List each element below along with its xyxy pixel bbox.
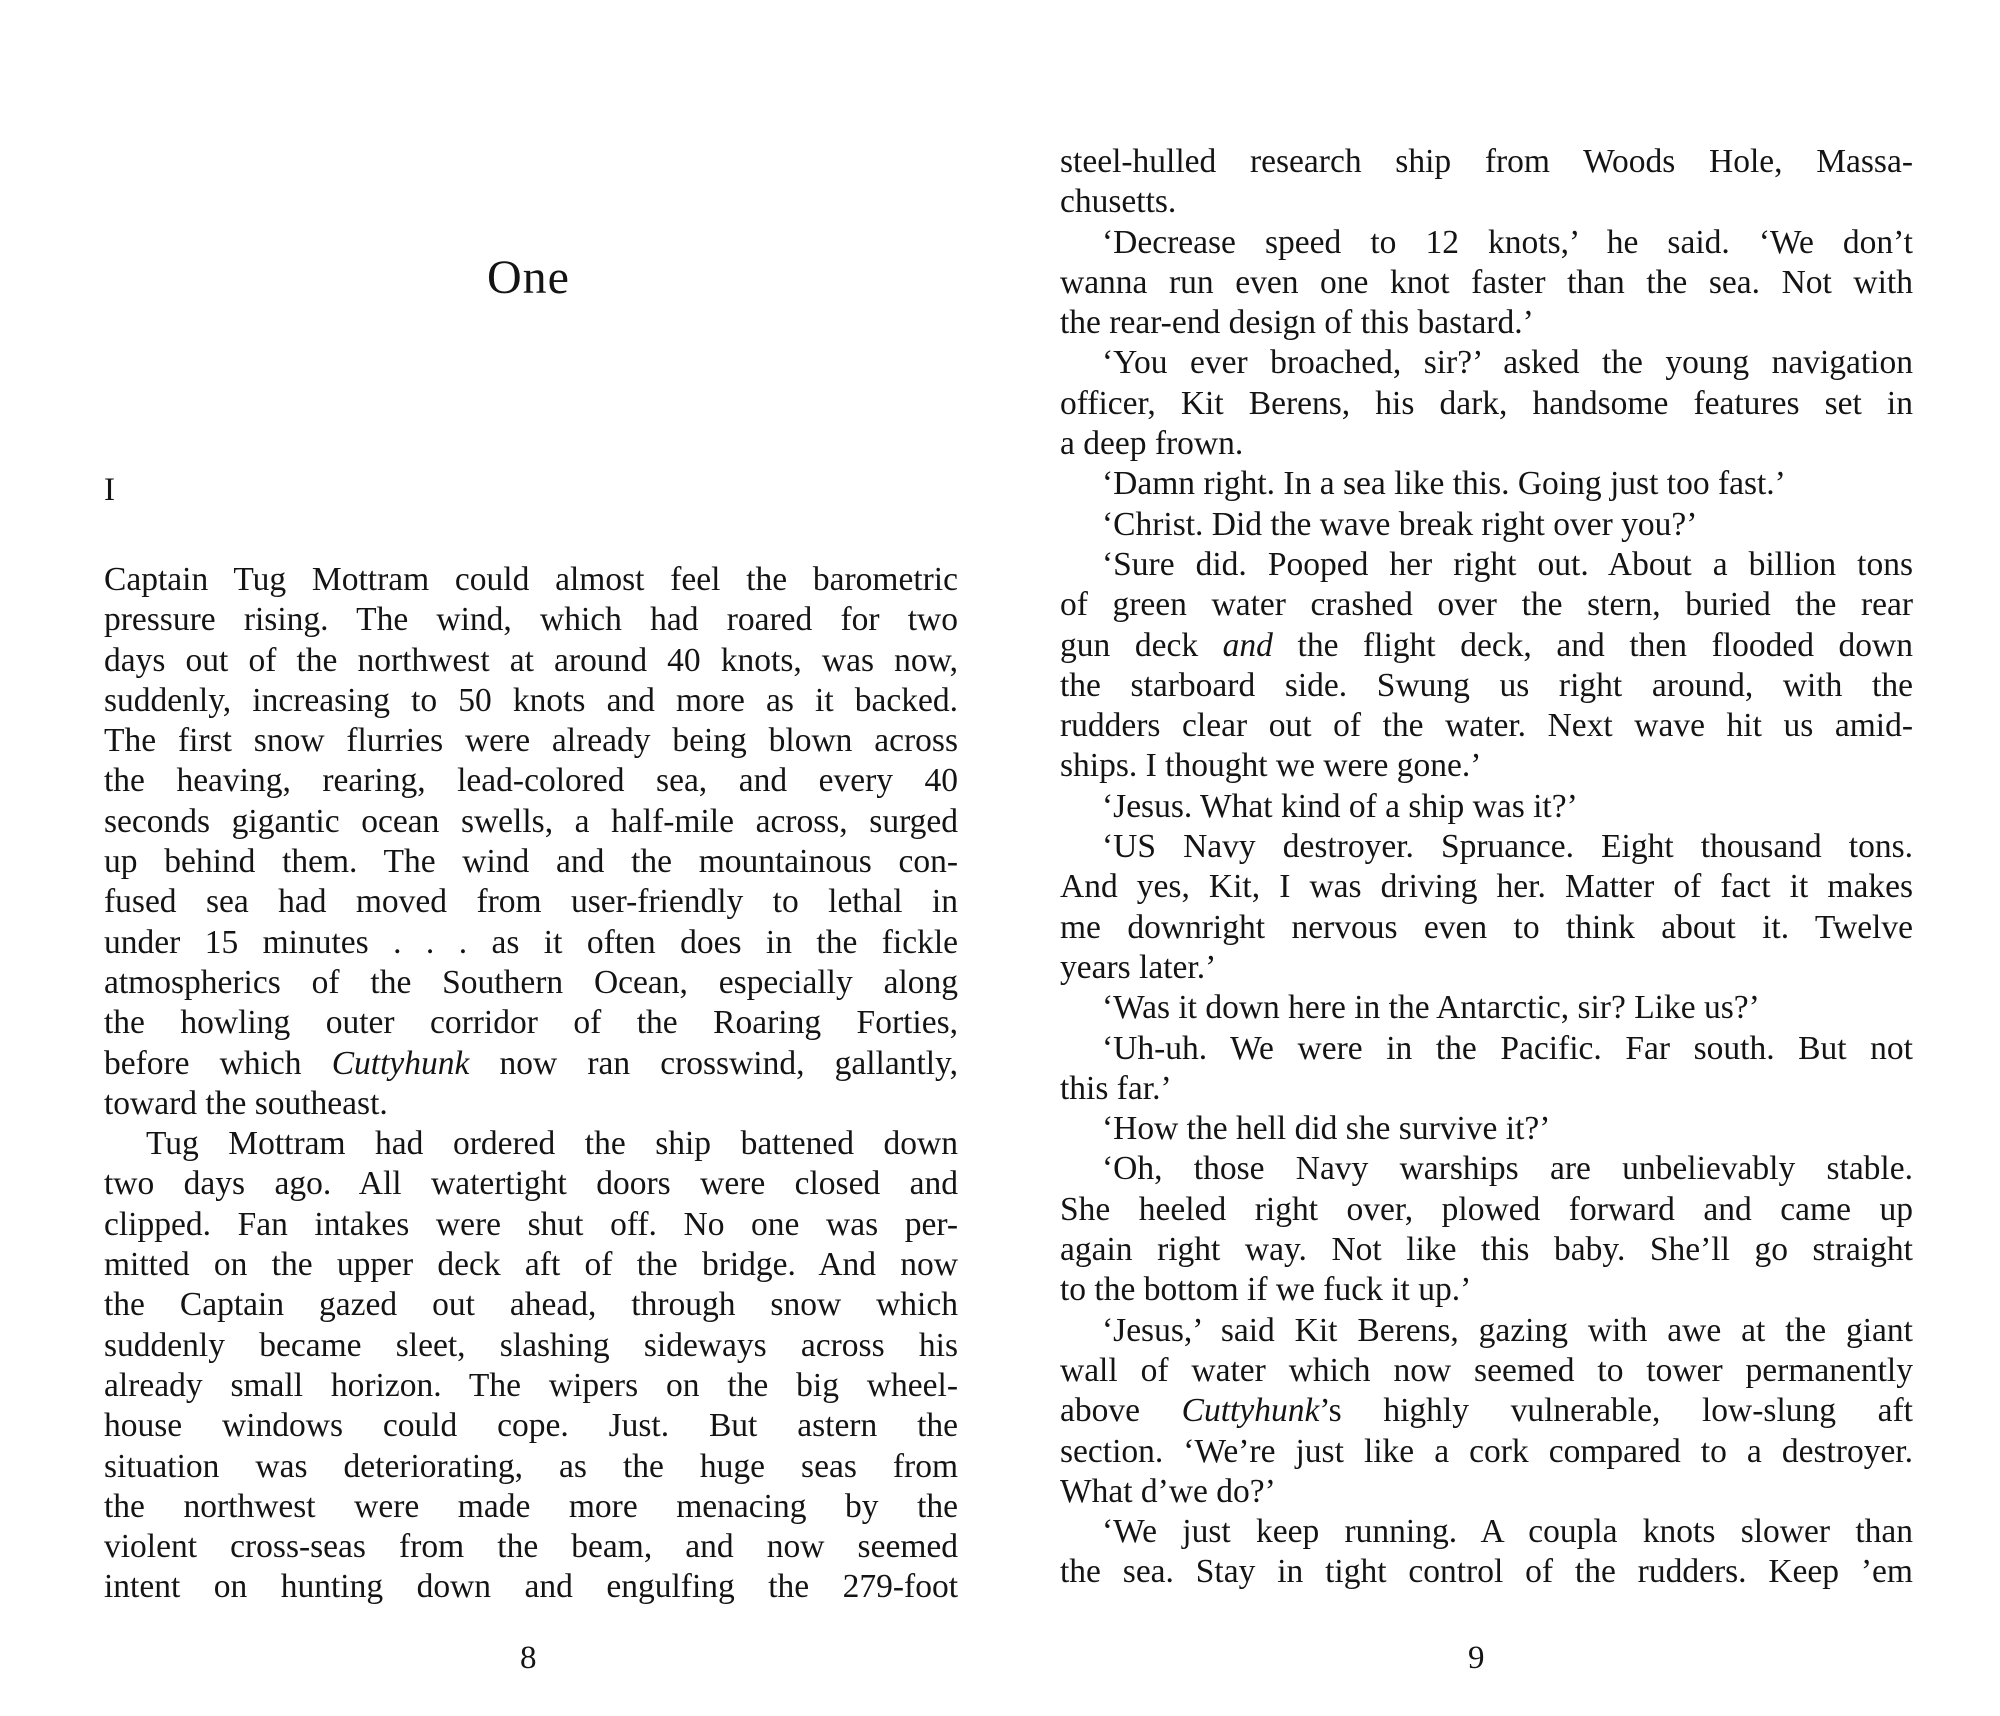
text-line: up behind them. The wind and the mountainous con- bbox=[104, 843, 958, 881]
text-line: officer, Kit Berens, his dark, handsome features set in bbox=[1060, 384, 1913, 422]
text-line: me downright nervous even to think about it. Twelve bbox=[1060, 908, 1913, 946]
italic-text: and bbox=[1222, 626, 1273, 664]
text-line: rudders clear out of the water. Next wave hit us amid- bbox=[1060, 707, 1913, 745]
text-line: And yes, Kit, I was driving her. Matter of fact it makes bbox=[1060, 868, 1913, 906]
right-page bbox=[1000, 0, 2000, 1716]
text-line: pressure rising. The wind, which had roared for two bbox=[104, 601, 958, 639]
text-line: seconds gigantic ocean swells, a half-mile across, surged bbox=[104, 802, 958, 840]
text-line: days out of the northwest at around 40 knots, was now, bbox=[104, 641, 958, 679]
text-line: ‘Jesus. What kind of a ship was it?’ bbox=[1102, 787, 1578, 825]
text-line: before which Cuttyhunk now ran crosswind, gallantly, bbox=[104, 1044, 959, 1082]
italic-text: Cuttyhunk bbox=[331, 1044, 470, 1082]
text-line: the northwest were made more menacing by the bbox=[104, 1487, 958, 1525]
text-line: ‘Sure did. Pooped her right out. About a billion tons bbox=[1102, 545, 1913, 583]
text-line: chusetts. bbox=[1060, 183, 1177, 221]
text-line: ‘Damn right. In a sea like this. Going just too fast.’ bbox=[1102, 465, 1786, 503]
text-line: intent on hunting down and engulfing the 279-foot bbox=[104, 1568, 958, 1606]
text-line: to the bottom if we fuck it up.’ bbox=[1060, 1271, 1472, 1309]
page-number-right: 9 bbox=[1468, 1640, 1485, 1676]
text-line: ‘US Navy destroyer. Spruance. Eight thousand tons. bbox=[1102, 828, 1913, 866]
text-line: ‘Decrease speed to 12 knots,’ he said. ‘We don’t bbox=[1102, 223, 1913, 261]
text-line: mitted on the upper deck aft of the bridge. And now bbox=[104, 1246, 958, 1284]
section-number: I bbox=[104, 472, 115, 508]
text-line: ‘You ever broached, sir?’ asked the young navigation bbox=[1102, 344, 1913, 382]
text-line: wall of water which now seemed to tower permanently bbox=[1060, 1351, 1913, 1389]
text-line: fused sea had moved from user-friendly to lethal in bbox=[104, 883, 958, 921]
text-line: ‘How the hell did she survive it?’ bbox=[1102, 1110, 1551, 1148]
text-line: the Captain gazed out ahead, through snow which bbox=[104, 1286, 958, 1324]
text-line: already small horizon. The wipers on the big wheel- bbox=[104, 1366, 958, 1404]
text-line: house windows could cope. Just. But astern the bbox=[104, 1407, 958, 1445]
text-line: The first snow flurries were already being blown across bbox=[104, 722, 958, 760]
italic-text: Cuttyhunk bbox=[1181, 1392, 1320, 1430]
text-line: What d’we do?’ bbox=[1060, 1472, 1276, 1510]
text-line: She heeled right over, plowed forward and came up bbox=[1060, 1190, 1913, 1228]
text-line: this far.’ bbox=[1060, 1069, 1172, 1107]
text-line: toward the southeast. bbox=[104, 1084, 388, 1122]
text-line: ‘Oh, those Navy warships are unbelievably stable. bbox=[1102, 1150, 1913, 1188]
text-line: ‘Uh-uh. We were in the Pacific. Far south. But not bbox=[1102, 1029, 1913, 1067]
text-line: situation was deteriorating, as the huge seas from bbox=[104, 1447, 958, 1485]
text-line: ‘Was it down here in the Antarctic, sir? Like us?’ bbox=[1102, 989, 1760, 1027]
text-line: two days ago. All watertight doors were closed and bbox=[104, 1165, 958, 1203]
text-line: of green water crashed over the stern, buried the rear bbox=[1060, 586, 1913, 624]
text-line: clipped. Fan intakes were shut off. No one was per- bbox=[104, 1205, 958, 1243]
text-line: violent cross-seas from the beam, and now seemed bbox=[104, 1528, 958, 1566]
text-line: again right way. Not like this baby. She’ll go straight bbox=[1060, 1231, 1913, 1269]
text-line: Captain Tug Mottram could almost feel the barometric bbox=[104, 561, 958, 598]
text-line: ‘Christ. Did the wave break right over you?’ bbox=[1102, 505, 1698, 543]
text-line: above Cuttyhunk’s highly vulnerable, low-slung aft bbox=[1060, 1392, 1913, 1430]
text-line: atmospherics of the Southern Ocean, especially along bbox=[104, 963, 958, 1001]
text-line: the sea. Stay in tight control of the rudders. Keep ’em bbox=[1060, 1553, 1913, 1591]
left-page-text bbox=[104, 560, 958, 1608]
text-line: the howling outer corridor of the Roaring Forties, bbox=[104, 1004, 958, 1042]
right-page-text bbox=[1060, 142, 1913, 1593]
text-line: steel-hulled research ship from Woods Hole, Massa- bbox=[1060, 143, 1913, 180]
page-number-left: 8 bbox=[520, 1640, 537, 1676]
text-line: years later.’ bbox=[1060, 948, 1217, 986]
text-line: the starboard side. Swung us right around, with the bbox=[1060, 666, 1913, 704]
text-line: section. ‘We’re just like a cork compared to a destroyer. bbox=[1060, 1432, 1913, 1470]
text-line: suddenly, increasing to 50 knots and more as it backed. bbox=[104, 681, 958, 719]
text-line: ships. I thought we were gone.’ bbox=[1060, 747, 1482, 785]
text-line: a deep frown. bbox=[1060, 425, 1244, 463]
text-line: gun deck and the flight deck, and then flooded down bbox=[1060, 626, 1913, 664]
text-line: wanna run even one knot faster than the sea. Not with bbox=[1060, 263, 1913, 301]
text-line: ‘We just keep running. A coupla knots slower than bbox=[1102, 1513, 1913, 1551]
text-line: Tug Mottram had ordered the ship battened down bbox=[146, 1125, 958, 1163]
text-line: the rear-end design of this bastard.’ bbox=[1060, 304, 1534, 342]
text-line: the heaving, rearing, lead-colored sea, and every 40 bbox=[104, 762, 958, 800]
chapter-title: One bbox=[487, 251, 570, 304]
text-line: suddenly became sleet, slashing sideways across his bbox=[104, 1326, 958, 1364]
text-line: under 15 minutes . . . as it often does in the fickle bbox=[104, 923, 958, 961]
text-line: ‘Jesus,’ said Kit Berens, gazing with awe at the giant bbox=[1102, 1311, 1913, 1349]
